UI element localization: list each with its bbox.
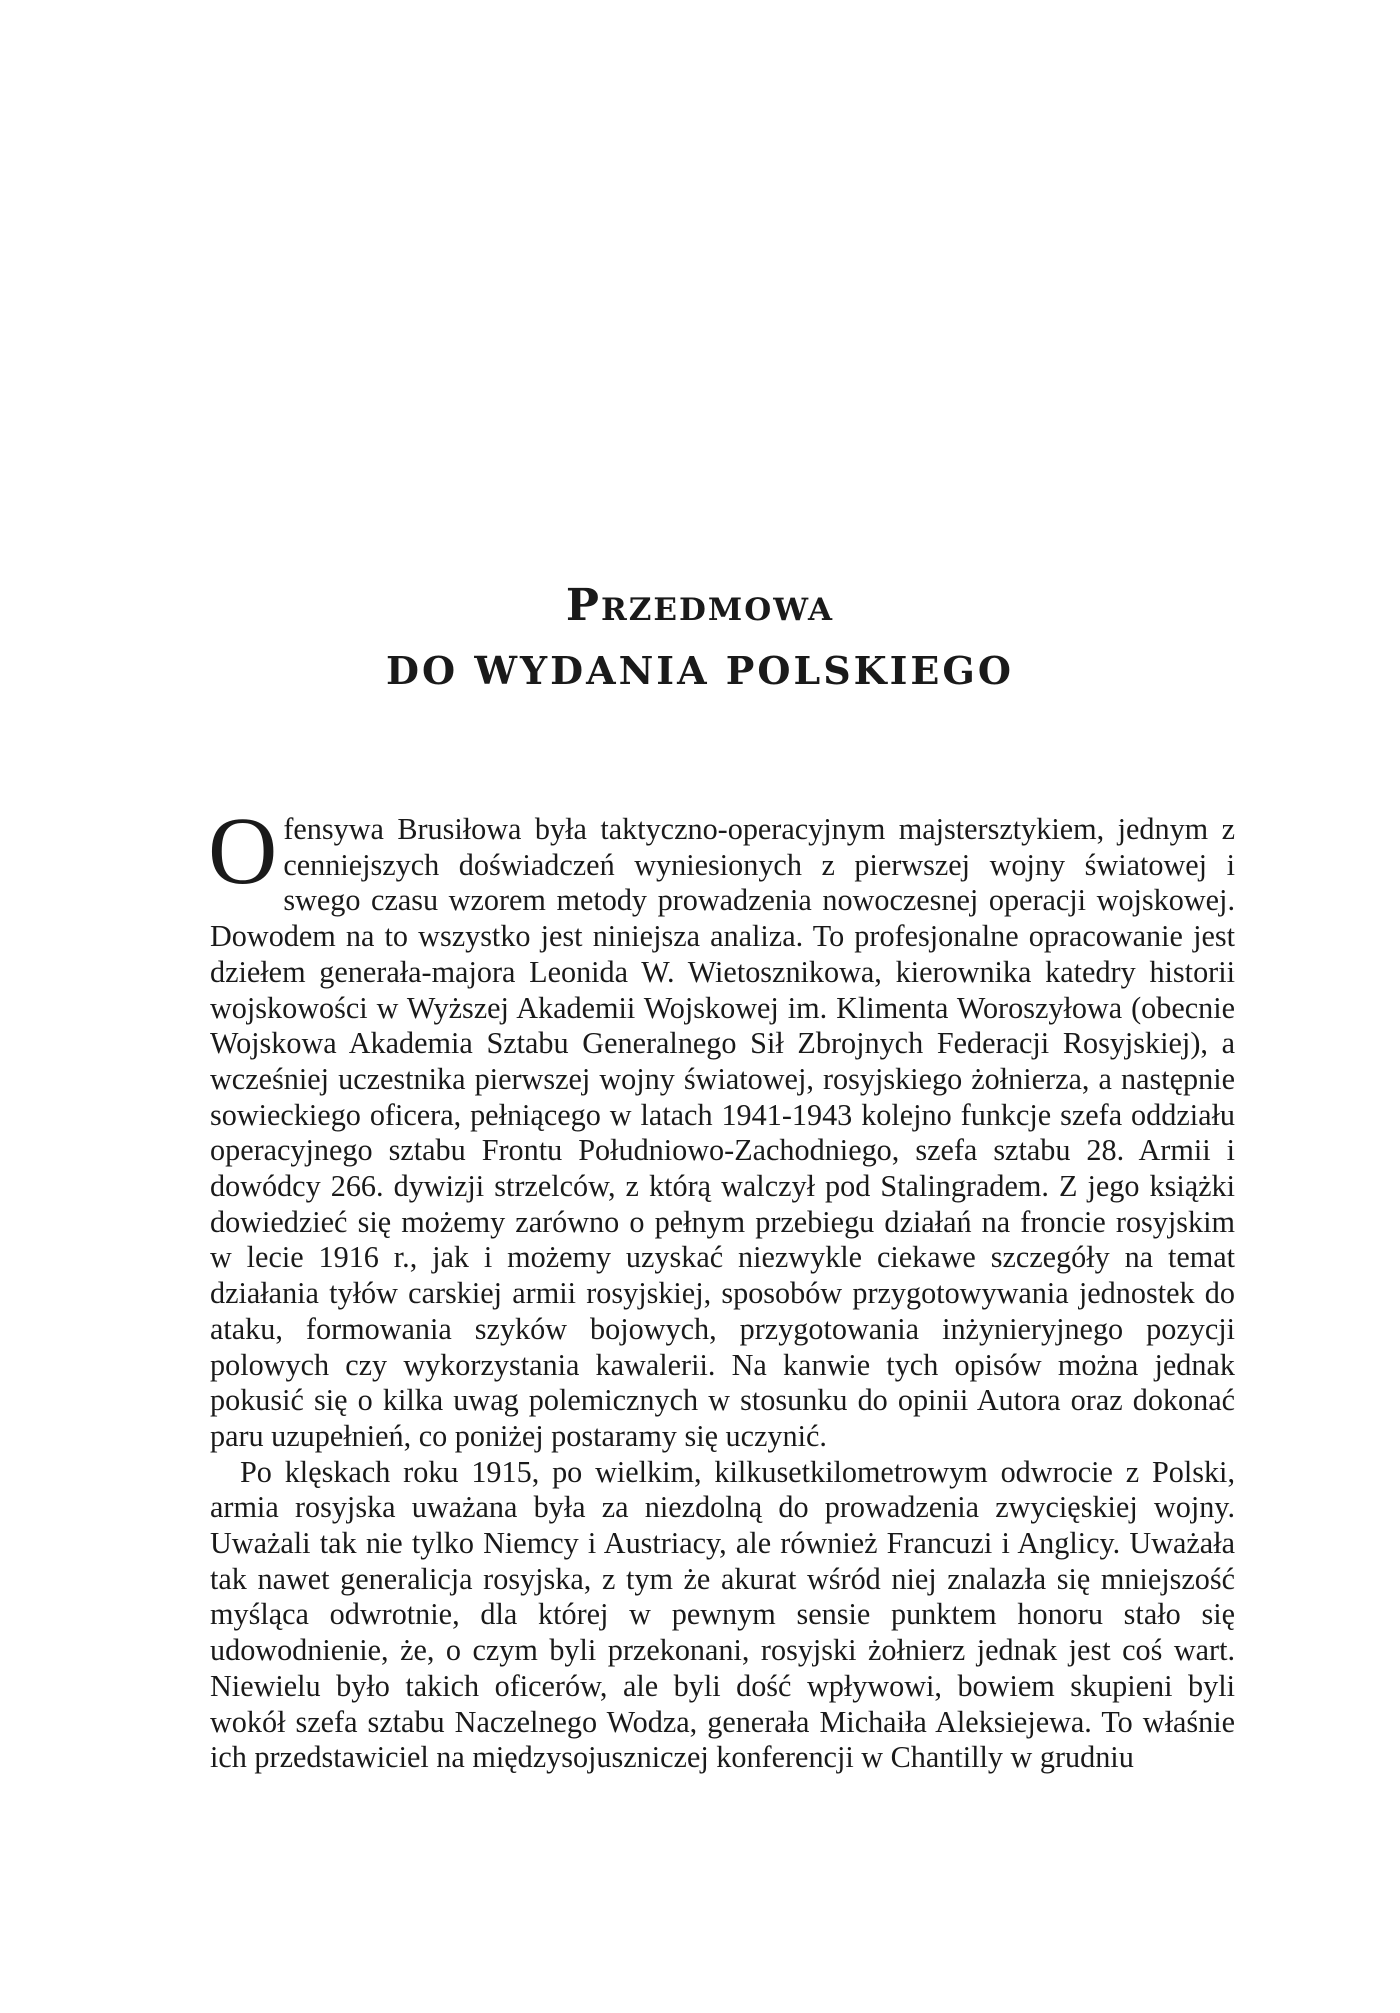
paragraph-1-text: fensywa Brusiłowa była taktyczno-operacyjnym majstersztykiem, jednym z cenniejszych doświadczeń wyniesionych z pierwszej wojny światowej i swego czasu wzorem metody prowadzenia nowoczesnej operacji wojskowej. Dowodem na to wszystko jest niniejsza analiza. To profesjonalne opracowanie jest dziełem generała-majora Leonida W. Wietosznikowa, kierownika katedry historii wojskowości w Wyższej Akademii Wojskowej im. Klimenta Woroszyłowa (obecnie Wojskowa Akademia Sztabu Generalnego Sił Zbrojnych Federacji Rosyjskiej), a wcześniej uczestnika pierwszej wojny światowej, rosyjskiego żołnierza, a następnie sowieckiego oficera, pełniącego w latach 1941-1943 kolejno funkcje szefa oddziału operacyjnego sztabu Frontu Południowo-Zachodniego, szefa sztabu 28. Armii i dowódcy 266. dywizji strzelców, z którą walczył pod Stalingradem. Z jego książki dowiedzieć się możemy zarówno o pełnym przebiegu działań na froncie rosyjskim w lecie 1916 r., jak i możemy uzyskać niezwykle ciekawe szczegóły na temat działania tyłów carskiej armii rosyjskiej, sposobów przygotowywania jednostek do ataku, formowania szyków bojowych, przygotowania inżynieryjnego pozycji polowych czy wykorzystania kawalerii. Na kanwie tych opisów można jednak pokusić się o kilka uwag polemicznych w stosunku do opinii Autora oraz dokonać paru uzupełnień, co poniżej postaramy się uczynić. <box>210 812 1235 1453</box>
body-text <box>208 797 1235 1776</box>
paragraph-2: Po klęskach roku 1915, po wielkim, kilkusetkilometrowym odwrocie z Polski, armia rosyjska uważana była za niezdolną do prowadzenia zwycięskiej wojny. Uważali tak nie tylko Niemcy i Austriacy, ale również Francuzi i Anglicy. Uważała tak nawet generalicja rosyjska, z tym że akurat wśród niej znalazła się mniejszość myśląca odwrotnie, dla której w pewnym sensie punktem honoru stało się udowodnienie, że, o czym byli przekonani, rosyjski żołnierz jednak jest coś wart. Niewielu było takich oficerów, ale byli dość wpływowi, bowiem skupieni byli wokół szefa sztabu Naczelnego Wodza, generała Michaiła Aleksiejewa. To właśnie ich przedstawiciel na międzysojuszniczej konferencji w Chantilly w grudniu <box>210 1454 1235 1775</box>
chapter-title: Przedmowa <box>565 580 835 631</box>
chapter-subtitle: DO WYDANIA POLSKIEGO <box>386 648 1014 693</box>
drop-cap: O <box>208 797 278 904</box>
paragraph-1 <box>208 797 1235 1455</box>
